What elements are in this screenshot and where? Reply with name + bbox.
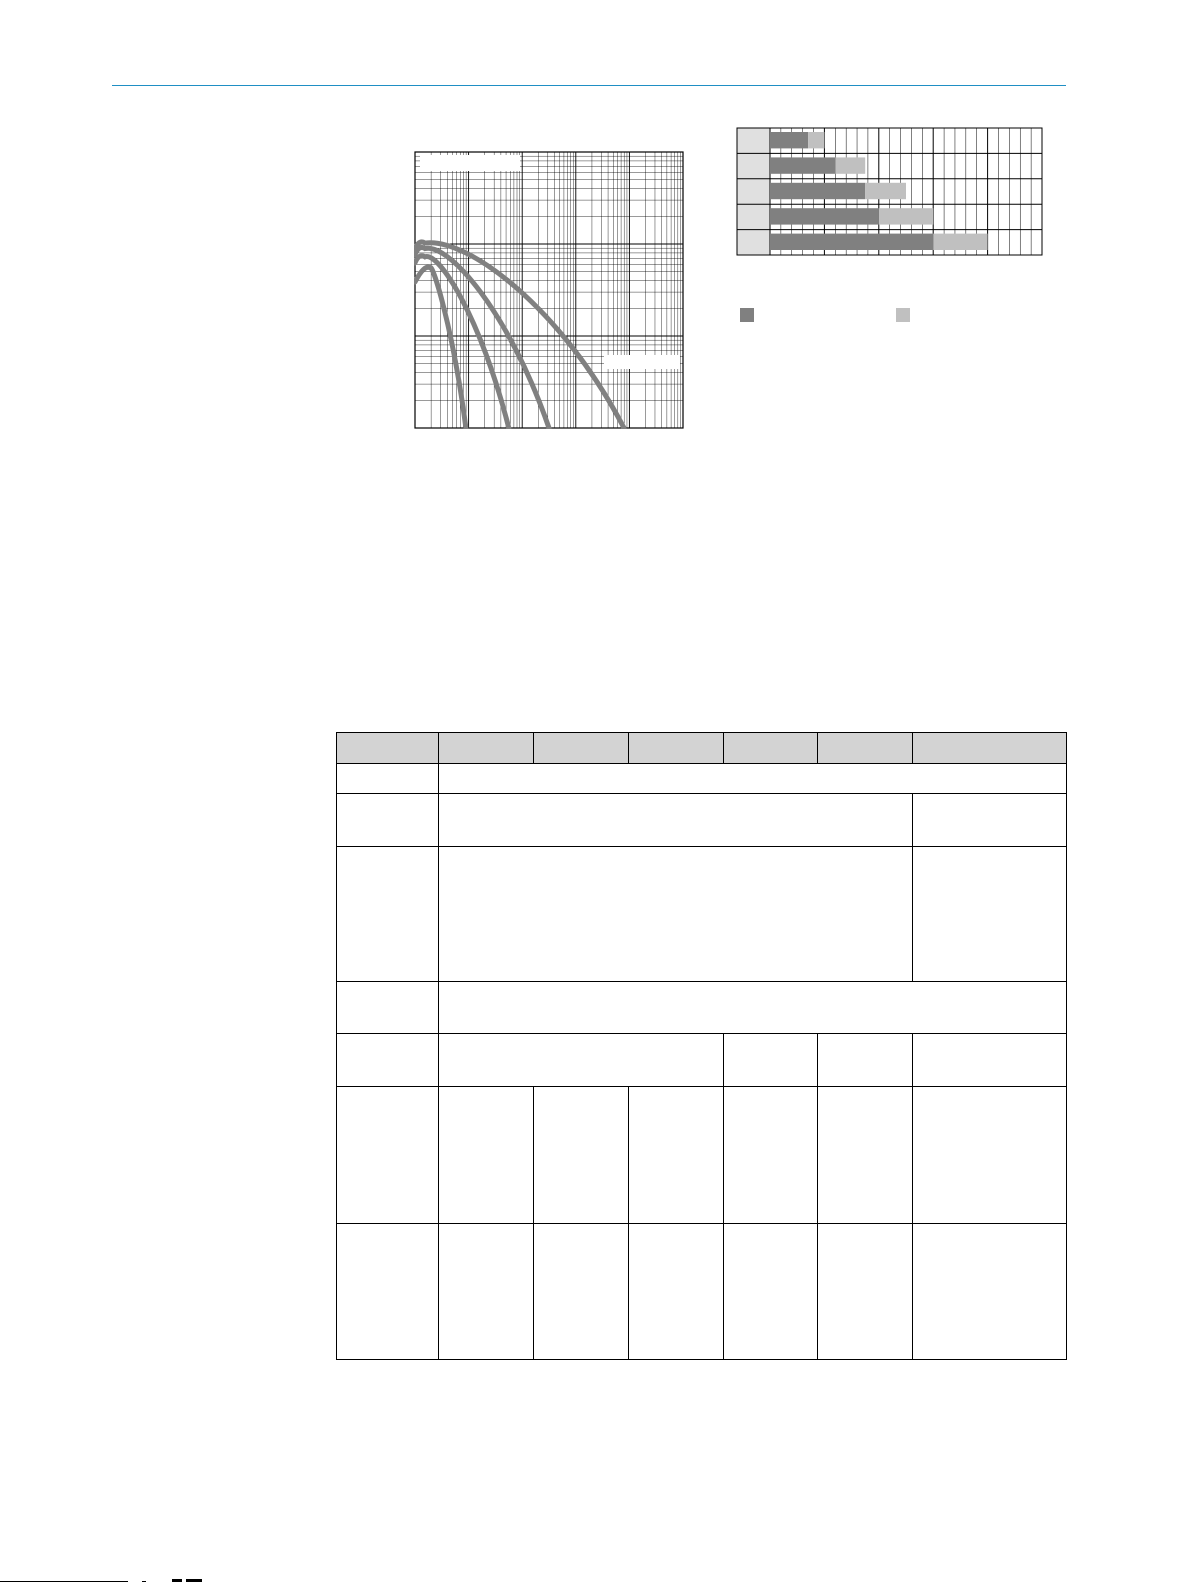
bar-dark: [770, 208, 879, 224]
table-cell: [913, 847, 1067, 982]
bar-dark: [770, 183, 865, 199]
table-row: [337, 1034, 1067, 1087]
table-header-row: [337, 733, 1067, 764]
table-header-cell: [818, 733, 913, 764]
table-cell: [337, 794, 439, 847]
table-row: [337, 847, 1067, 982]
table-row: [337, 1087, 1067, 1224]
table-row: [337, 764, 1067, 794]
table-cell: [818, 1224, 913, 1360]
table-cell: [439, 1224, 534, 1360]
bar-dark: [770, 132, 808, 148]
table-header-cell: [724, 733, 818, 764]
table-cell: [337, 982, 439, 1034]
table-cell: [337, 764, 439, 794]
category-column: [737, 128, 770, 255]
table-cell: [439, 764, 1067, 794]
table-cell: [724, 1087, 818, 1224]
table-cell: [439, 1087, 534, 1224]
table-cell: [439, 982, 1067, 1034]
table-cell: [337, 1224, 439, 1360]
table-cell: [913, 794, 1067, 847]
table-cell: [818, 1087, 913, 1224]
table-cell: [439, 1034, 724, 1087]
legend-swatch-light: [896, 308, 910, 322]
table-cell: [534, 1224, 629, 1360]
bar-light: [865, 183, 906, 199]
table-header-cell: [337, 733, 439, 764]
table-cell: [724, 1224, 818, 1360]
bar-light: [808, 132, 824, 148]
bar-light: [879, 208, 933, 224]
table-cell: [337, 847, 439, 982]
table-cell: [439, 847, 913, 982]
table-cell: [337, 1034, 439, 1087]
bar-dark: [770, 157, 835, 173]
table-row: [337, 1224, 1067, 1360]
table-header-cell: [629, 733, 724, 764]
stacked-bar-chart: [736, 126, 1046, 261]
table-cell: [439, 794, 913, 847]
characteristic-curves-chart: [414, 151, 684, 429]
table-cell: [818, 1034, 913, 1087]
table-header-cell: [534, 733, 629, 764]
table-cell: [337, 1087, 439, 1224]
table-cell: [629, 1087, 724, 1224]
spec-table: [336, 732, 1067, 1360]
legend-swatch-dark: [740, 308, 754, 322]
table-header-cell: [913, 733, 1067, 764]
footer-marks: [0, 1578, 220, 1585]
chart-label-box: [604, 355, 680, 369]
table-cell: [534, 1087, 629, 1224]
table-cell: [724, 1034, 818, 1087]
chart-label-box: [420, 155, 520, 171]
table-cell: [913, 1087, 1067, 1224]
header-rule: [112, 85, 1066, 86]
table-cell: [913, 1034, 1067, 1087]
table-header-cell: [439, 733, 534, 764]
table-cell: [629, 1224, 724, 1360]
bar-light: [933, 234, 987, 250]
bar-light: [835, 157, 865, 173]
table-cell: [913, 1224, 1067, 1360]
table-row: [337, 794, 1067, 847]
bar-dark: [770, 234, 933, 250]
table-row: [337, 982, 1067, 1034]
